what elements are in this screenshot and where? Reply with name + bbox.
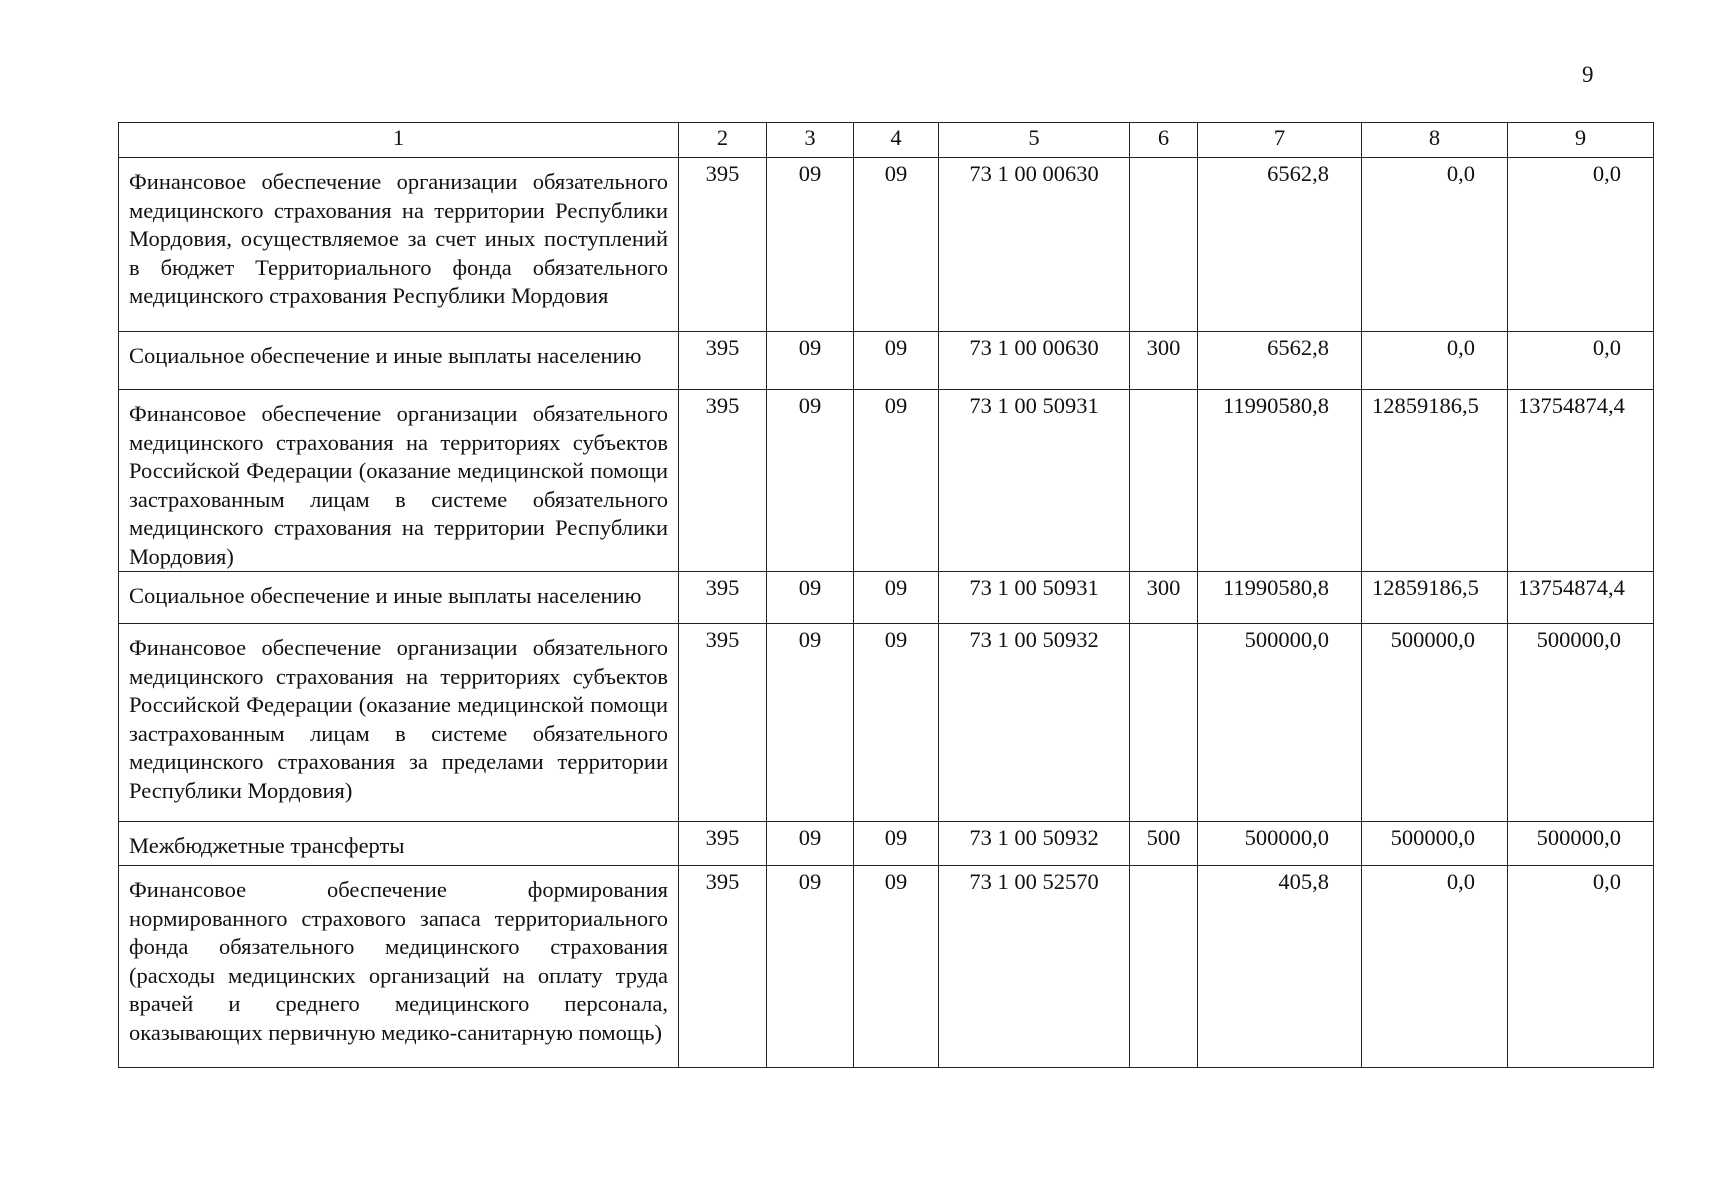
section-cell: 09: [767, 624, 854, 822]
amount-col9-cell: 13754874,4: [1508, 572, 1654, 624]
code-cell: 395: [679, 822, 767, 866]
row-description: Финансовое обеспечение организации обязательного медицинского страхования на территории Республики Мордовия, осуществляемое за счет иных поступлений в бюджет Территориального фонда обязательного медицинского страхования Республики Мордовия: [119, 158, 679, 332]
subsection-cell: 09: [854, 624, 939, 822]
amount-col9-cell: 0,0: [1508, 332, 1654, 390]
target-article-cell: 73 1 00 50932: [939, 624, 1130, 822]
amount-col8-cell: 0,0: [1362, 158, 1508, 332]
code-cell: 395: [679, 572, 767, 624]
code-cell: 395: [679, 390, 767, 572]
section-cell: 09: [767, 158, 854, 332]
expense-type-cell: [1130, 866, 1198, 1068]
amount-col9-cell: 0,0: [1508, 158, 1654, 332]
code-cell: 395: [679, 158, 767, 332]
subsection-cell: 09: [854, 866, 939, 1068]
amount-col8-cell: 12859186,5: [1362, 572, 1508, 624]
row-description: Социальное обеспечение и иные выплаты населению: [119, 332, 679, 390]
header-cell: 1: [119, 123, 679, 158]
header-cell: 6: [1130, 123, 1198, 158]
row-description: Финансовое обеспечение организации обязательного медицинского страхования на территориях субъектов Российской Федерации (оказание медицинской помощи застрахованным лицам в системе обязательного медицинского страхования за пределами территории Республики Мордовия): [119, 624, 679, 822]
table-row: [119, 572, 1654, 624]
section-cell: 09: [767, 866, 854, 1068]
amount-col7-cell: 11990580,8: [1198, 572, 1362, 624]
amount-col8-cell: 12859186,5: [1362, 390, 1508, 572]
target-article-cell: 73 1 00 00630: [939, 158, 1130, 332]
header-row: [119, 123, 1654, 158]
amount-col9-cell: 500000,0: [1508, 624, 1654, 822]
table-row: [119, 866, 1654, 1068]
header-cell: 8: [1362, 123, 1508, 158]
amount-col7-cell: 500000,0: [1198, 624, 1362, 822]
expense-type-cell: 500: [1130, 822, 1198, 866]
table-row: [119, 624, 1654, 822]
header-cell: 4: [854, 123, 939, 158]
header-cell: 2: [679, 123, 767, 158]
subsection-cell: 09: [854, 332, 939, 390]
amount-col7-cell: 6562,8: [1198, 332, 1362, 390]
row-description: Финансовое обеспечение организации обязательного медицинского страхования на территориях субъектов Российской Федерации (оказание медицинской помощи застрахованным лицам в системе обязательного медицинского страхования на территории Республики Мордовия): [119, 390, 679, 572]
target-article-cell: 73 1 00 00630: [939, 332, 1130, 390]
section-cell: 09: [767, 822, 854, 866]
amount-col8-cell: 0,0: [1362, 332, 1508, 390]
amount-col9-cell: 13754874,4: [1508, 390, 1654, 572]
expense-type-cell: 300: [1130, 332, 1198, 390]
header-cell: 3: [767, 123, 854, 158]
amount-col9-cell: 500000,0: [1508, 822, 1654, 866]
subsection-cell: 09: [854, 158, 939, 332]
expense-type-cell: [1130, 624, 1198, 822]
table-row: [119, 822, 1654, 866]
target-article-cell: 73 1 00 50932: [939, 822, 1130, 866]
amount-col7-cell: 11990580,8: [1198, 390, 1362, 572]
subsection-cell: 09: [854, 822, 939, 866]
table-row: [119, 390, 1654, 572]
table-row: [119, 332, 1654, 390]
row-description: Социальное обеспечение и иные выплаты населению: [119, 572, 679, 624]
row-description: Финансовое обеспечение формирования нормированного страхового запаса территориального фонда обязательного медицинского страхования (расходы медицинских организаций на оплату труда врачей и среднего медицинского персонала, оказывающих первичную медико-санитарную помощь): [119, 866, 679, 1068]
amount-col8-cell: 500000,0: [1362, 624, 1508, 822]
budget-table: [118, 122, 1654, 1068]
expense-type-cell: 300: [1130, 572, 1198, 624]
amount-col7-cell: 6562,8: [1198, 158, 1362, 332]
expense-type-cell: [1130, 158, 1198, 332]
amount-col7-cell: 500000,0: [1198, 822, 1362, 866]
section-cell: 09: [767, 390, 854, 572]
target-article-cell: 73 1 00 50931: [939, 390, 1130, 572]
code-cell: 395: [679, 866, 767, 1068]
subsection-cell: 09: [854, 572, 939, 624]
subsection-cell: 09: [854, 390, 939, 572]
section-cell: 09: [767, 332, 854, 390]
amount-col7-cell: 405,8: [1198, 866, 1362, 1068]
row-description: Межбюджетные трансферты: [119, 822, 679, 866]
header-cell: 7: [1198, 123, 1362, 158]
header-cell: 9: [1508, 123, 1654, 158]
section-cell: 09: [767, 572, 854, 624]
code-cell: 395: [679, 332, 767, 390]
expense-type-cell: [1130, 390, 1198, 572]
amount-col8-cell: 0,0: [1362, 866, 1508, 1068]
table-row: [119, 158, 1654, 332]
target-article-cell: 73 1 00 52570: [939, 866, 1130, 1068]
amount-col8-cell: 500000,0: [1362, 822, 1508, 866]
target-article-cell: 73 1 00 50931: [939, 572, 1130, 624]
code-cell: 395: [679, 624, 767, 822]
amount-col9-cell: 0,0: [1508, 866, 1654, 1068]
header-cell: 5: [939, 123, 1130, 158]
page-number: 9: [1582, 62, 1594, 87]
